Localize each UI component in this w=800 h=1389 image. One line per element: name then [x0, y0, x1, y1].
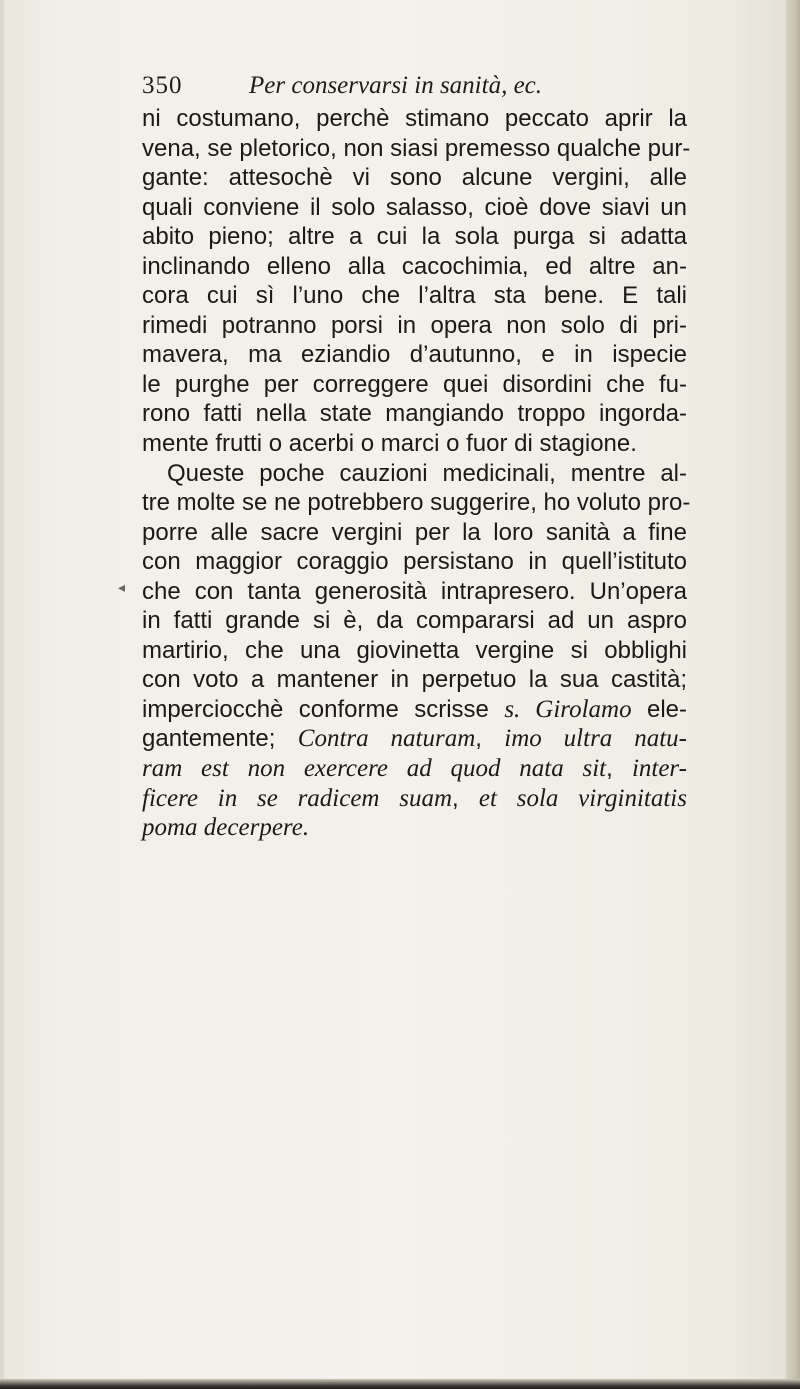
text-run: vena, se pletorico, non siasi premesso qualche pur-: [142, 134, 691, 162]
text-line: [142, 665, 687, 695]
text-run: cora cui sì l’uno che l’altra sta bene. E tali: [142, 282, 687, 310]
margin-speck: ◂: [118, 580, 126, 596]
text-run: in fatti grande si è, da compararsi ad un aspro: [142, 607, 687, 635]
text-line: [142, 518, 687, 548]
italic-text: ram est non exercere ad quod nata sit: [142, 755, 607, 783]
text-run: ,: [475, 725, 505, 753]
text-run: rono fatti nella state mangiando troppo ingorda-: [142, 400, 687, 428]
text-run: inclinando elleno alla cacochimia, ed altre an-: [142, 252, 687, 280]
text-run: Queste poche cauzioni medicinali, mentre al-: [167, 459, 687, 487]
text-run: che con tanta generosità intrapresero. Un’opera: [142, 577, 687, 605]
page-number: 350: [142, 72, 183, 99]
italic-text: s. Girolamo: [504, 695, 632, 723]
text-run: ,: [606, 755, 632, 783]
text-line: [142, 813, 687, 843]
text-line: [142, 134, 691, 164]
text-line: [142, 784, 687, 814]
text-line: [142, 606, 687, 636]
italic-text: ficere in se radicem suam: [142, 784, 453, 812]
text-line: [142, 636, 687, 666]
page-right-edge: [786, 0, 800, 1389]
text-line: [142, 399, 687, 429]
text-line: [142, 724, 687, 754]
text-run: mente frutti o acerbi o marci o fuor di stagione.: [142, 430, 637, 458]
text-run: con maggior coraggio persistano in quell’istituto: [142, 548, 687, 576]
text-line: [142, 311, 687, 341]
text-run: ni costumano, perchè stimano peccato aprir la: [142, 105, 687, 132]
text-run: imperciocchè conforme scrisse: [142, 695, 505, 723]
text-line: [142, 488, 691, 518]
text-line: [142, 104, 687, 134]
text-run: mavera, ma eziandio d’autunno, e in ispecie: [142, 341, 687, 369]
text-run: abito pieno; altre a cui la sola purga si adatta: [142, 223, 687, 251]
text-run: gantemente;: [142, 725, 298, 753]
text-run: porre alle sacre vergini per la loro sanità a fine: [142, 518, 687, 546]
text-run: ,: [452, 784, 479, 812]
text-run: le purghe per correggere quei disordini che fu-: [142, 370, 687, 398]
italic-text: poma decerpere.: [142, 814, 310, 842]
text-run: tre molte se ne potrebbero suggerire, ho voluto pro-: [142, 489, 691, 517]
text-run: rimedi potranno porsi in opera non solo di pri-: [142, 311, 687, 339]
text-line: [142, 252, 687, 282]
body-text: [142, 104, 691, 843]
text-line: [142, 370, 687, 400]
page-bottom-edge: [0, 1379, 800, 1389]
running-head: Per conservarsi in sanità, ec.: [249, 72, 543, 99]
page-left-edge: [0, 0, 4, 1389]
italic-text: Contra naturam: [297, 725, 476, 753]
text-line: [142, 340, 687, 370]
text-run: gante: attesochè vi sono alcune vergini, alle: [142, 164, 687, 192]
text-run: ele-: [631, 695, 687, 723]
text-line: [142, 547, 687, 577]
text-run: quali conviene il solo salasso, cioè dove siavi un: [142, 193, 687, 221]
text-line: [142, 193, 687, 223]
text-line: [142, 577, 687, 607]
text-line: [142, 222, 687, 252]
text-run: martirio, che una giovinetta vergine si obblighi: [142, 636, 687, 664]
text-line: [142, 163, 687, 193]
text-line: [142, 429, 687, 459]
italic-text: et sola virginitatis: [478, 784, 687, 812]
text-run: con voto a mantener in perpetuo la sua castità;: [142, 666, 687, 694]
text-line: [142, 281, 687, 311]
text-line: [142, 754, 687, 784]
text-line: [142, 695, 687, 725]
italic-text: inter-: [631, 755, 687, 783]
italic-text: imo ultra natu-: [504, 725, 687, 753]
text-line: [142, 459, 687, 489]
page-header: [142, 72, 682, 104]
